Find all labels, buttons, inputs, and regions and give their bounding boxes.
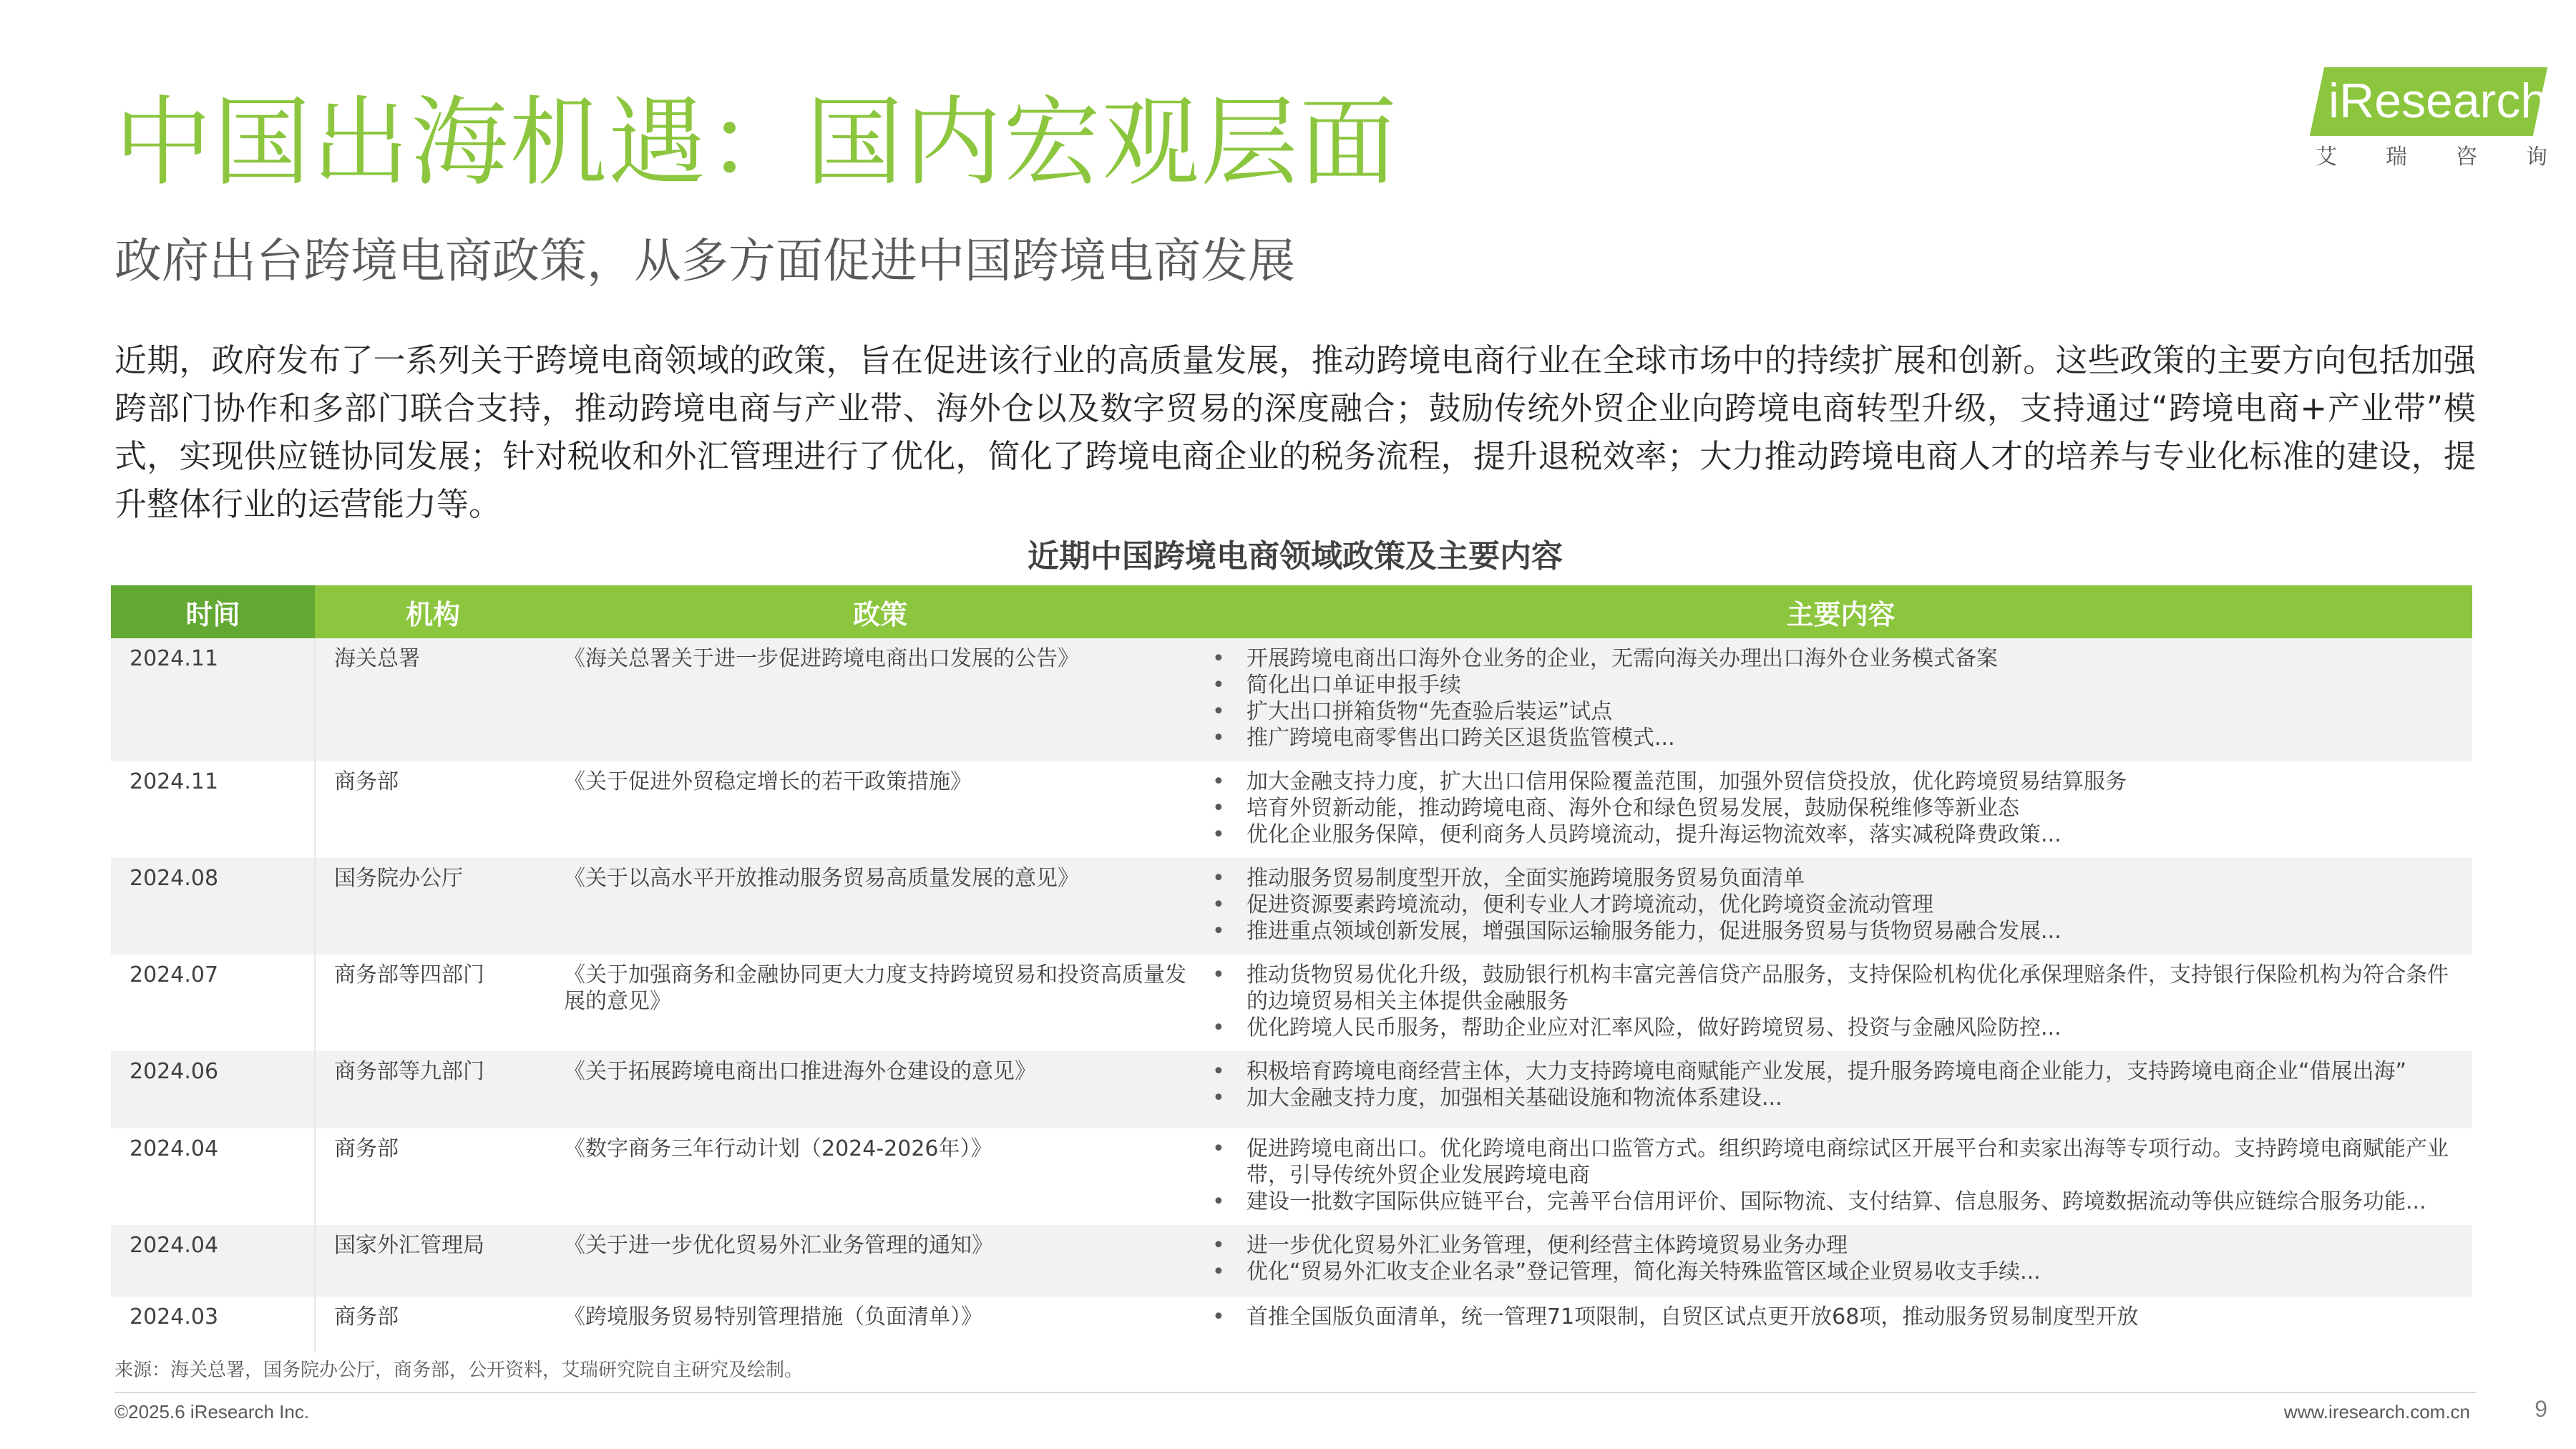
- row-content-list: [1209, 962, 2451, 1041]
- row-time: 2024.06: [130, 1059, 219, 1084]
- column-header-time: 时间: [111, 585, 315, 638]
- row-policy: 《数字商务三年行动计划（2024-2026年）》: [564, 1136, 992, 1161]
- table-row: [111, 1051, 2472, 1128]
- content-item: • 扩大出口拼箱货物“先查验后装运”试点: [1209, 698, 2451, 725]
- table-row: [111, 858, 2472, 955]
- content-item: • 建设一批数字国际供应链平台，完善平台信用评价、国际物流、支付结算、信息服务、跨境数据流动等供应链综合服务功能...: [1209, 1189, 2451, 1215]
- row-time: 2024.07: [130, 962, 219, 987]
- intro-paragraph: 近期，政府发布了一系列关于跨境电商领域的政策，旨在促进该行业的高质量发展，推动跨境电商行业在全球市场中的持续扩展和创新。这些政策的主要方向包括加强跨部门协作和多部门联合支持，推动跨境电商与产业带、海外仓以及数字贸易的深度融合；鼓励传统外贸企业向跨境电商转型升级，支持通过“跨境电商+产业带”模式，实现供应链协同发展；针对税收和外汇管理进行了优化，简化了跨境电商企业的税务流程，提升退税效率；大力推动跨境电商人才的培养与专业化标准的建设，提升整体行业的运营能力等。: [114, 341, 2476, 523]
- row-policy: 《海关总署关于进一步促进跨境电商出口发展的公告》: [564, 646, 1079, 671]
- row-policy: 《关于拓展跨境电商出口推进海外仓建设的意见》: [564, 1059, 1036, 1084]
- content-item: • 推动服务贸易制度型开放，全面实施跨境服务贸易负面清单: [1209, 865, 2451, 892]
- content-item: • 首推全国版负面清单，统一管理71项限制，自贸区试点更开放68项，推动服务贸易制度型开放: [1209, 1304, 2451, 1330]
- row-policy: 《关于加强商务和金融协同更大力度支持跨境贸易和投资高质量发展的意见》: [564, 962, 1186, 1014]
- logo-char: 瑞: [2386, 145, 2407, 170]
- row-org: 商务部等九部门: [334, 1059, 484, 1084]
- content-item: • 优化跨境人民币服务，帮助企业应对汇率风险，做好跨境贸易、投资与金融风险防控...: [1209, 1015, 2451, 1041]
- content-item: • 加大金融支持力度，扩大出口信用保险覆盖范围，加强外贸信贷投放，优化跨境贸易结算服务: [1209, 769, 2451, 795]
- row-org: 商务部: [334, 769, 399, 794]
- column-header-org: 机构: [315, 585, 551, 638]
- column-header-content: 主要内容: [1209, 585, 2472, 638]
- column-header-policy: 政策: [551, 585, 1209, 638]
- footer-divider: [114, 1392, 2476, 1393]
- row-content-list: [1209, 865, 2451, 945]
- policy-table: [111, 585, 2473, 1352]
- row-org: 海关总署: [334, 646, 420, 671]
- row-content-list: [1209, 769, 2451, 848]
- content-item: • 促进跨境电商出口。优化跨境电商出口监管方式。组织跨境电商综试区开展平台和卖家出海等专项行动。支持跨境电商赋能产业带，引导传统外贸企业发展跨境电商: [1209, 1136, 2451, 1189]
- table-row: [111, 1128, 2472, 1225]
- website-link[interactable]: www.iresearch.com.cn: [2283, 1401, 2470, 1423]
- row-time: 2024.03: [130, 1304, 219, 1330]
- table-header-row: [111, 585, 2472, 638]
- table-row: [111, 955, 2472, 1051]
- logo-wordmark: iResearch: [2328, 74, 2548, 128]
- logo-char: 艾: [2316, 145, 2337, 170]
- row-content-list: [1209, 645, 2451, 751]
- table-caption: 近期中国跨境电商领域政策及主要内容: [1028, 538, 1563, 575]
- page-number: 9: [2534, 1396, 2547, 1422]
- row-time: 2024.04: [130, 1136, 219, 1161]
- logo-chinese-name: [2316, 143, 2547, 172]
- content-item: • 简化出口单证申报手续: [1209, 672, 2451, 698]
- row-org: 商务部: [334, 1304, 399, 1330]
- content-item: • 推广跨境电商零售出口跨关区退货监管模式...: [1209, 725, 2451, 751]
- table-row: [111, 761, 2472, 858]
- logo-char: 询: [2526, 145, 2547, 170]
- row-policy: 《跨境服务贸易特别管理措施（负面清单）》: [564, 1304, 982, 1330]
- row-content-list: [1209, 1232, 2451, 1285]
- copyright: ©2025.6 iResearch Inc.: [114, 1401, 310, 1423]
- page-title: 中国出海机遇：国内宏观层面: [114, 87, 1398, 200]
- row-org: 商务部: [334, 1136, 399, 1161]
- table-row: [111, 1297, 2472, 1352]
- row-content-list: [1209, 1304, 2451, 1330]
- content-item: • 进一步优化贸易外汇业务管理，便利经营主体跨境贸易业务办理: [1209, 1232, 2451, 1259]
- content-item: • 积极培育跨境电商经营主体，大力支持跨境电商赋能产业发展，提升服务跨境电商企业能力，支持跨境电商企业“借展出海”: [1209, 1058, 2451, 1085]
- row-time: 2024.11: [130, 646, 219, 671]
- source-note: 来源：海关总署，国务院办公厅，商务部，公开资料，艾瑞研究院自主研究及绘制。: [114, 1360, 804, 1381]
- logo-char: 咨: [2456, 145, 2477, 170]
- row-time: 2024.11: [130, 769, 219, 794]
- content-item: • 推进重点领域创新发展，增强国际运输服务能力，促进服务贸易与货物贸易融合发展...: [1209, 918, 2451, 945]
- row-content-list: [1209, 1136, 2451, 1215]
- row-policy: 《关于促进外贸稳定增长的若干政策措施》: [564, 769, 972, 794]
- table-row: [111, 638, 2472, 761]
- table-row: [111, 1225, 2472, 1297]
- row-content-list: [1209, 1058, 2451, 1111]
- row-policy: 《关于进一步优化贸易外汇业务管理的通知》: [564, 1233, 993, 1258]
- row-org: 国家外汇管理局: [334, 1233, 484, 1258]
- row-org: 商务部等四部门: [334, 962, 484, 987]
- content-item: • 优化“贸易外汇收支企业名录”登记管理，简化海关特殊监管区域企业贸易收支手续...: [1209, 1259, 2451, 1285]
- row-org: 国务院办公厅: [334, 866, 463, 891]
- content-item: • 促进资源要素跨境流动，便利专业人才跨境流动，优化跨境资金流动管理: [1209, 892, 2451, 918]
- page-subtitle: 政府出台跨境电商政策，从多方面促进中国跨境电商发展: [114, 233, 1295, 288]
- row-time: 2024.04: [130, 1233, 219, 1258]
- content-item: • 加大金融支持力度，加强相关基础设施和物流体系建设...: [1209, 1085, 2451, 1111]
- content-item: • 推动货物贸易优化升级，鼓励银行机构丰富完善信贷产品服务，支持保险机构优化承保理赔条件，支持银行保险机构为符合条件的边境贸易相关主体提供金融服务: [1209, 962, 2451, 1015]
- content-item: • 开展跨境电商出口海外仓业务的企业，无需向海关办理出口海外仓业务模式备案: [1209, 645, 2451, 672]
- content-item: • 培育外贸新动能，推动跨境电商、海外仓和绿色贸易发展，鼓励保税维修等新业态: [1209, 795, 2451, 821]
- row-time: 2024.08: [130, 866, 219, 891]
- iresearch-logo: [2304, 60, 2547, 175]
- row-policy: 《关于以高水平开放推动服务贸易高质量发展的意见》: [564, 866, 1079, 891]
- content-item: • 优化企业服务保障，便利商务人员跨境流动，提升海运物流效率，落实减税降费政策...: [1209, 821, 2451, 848]
